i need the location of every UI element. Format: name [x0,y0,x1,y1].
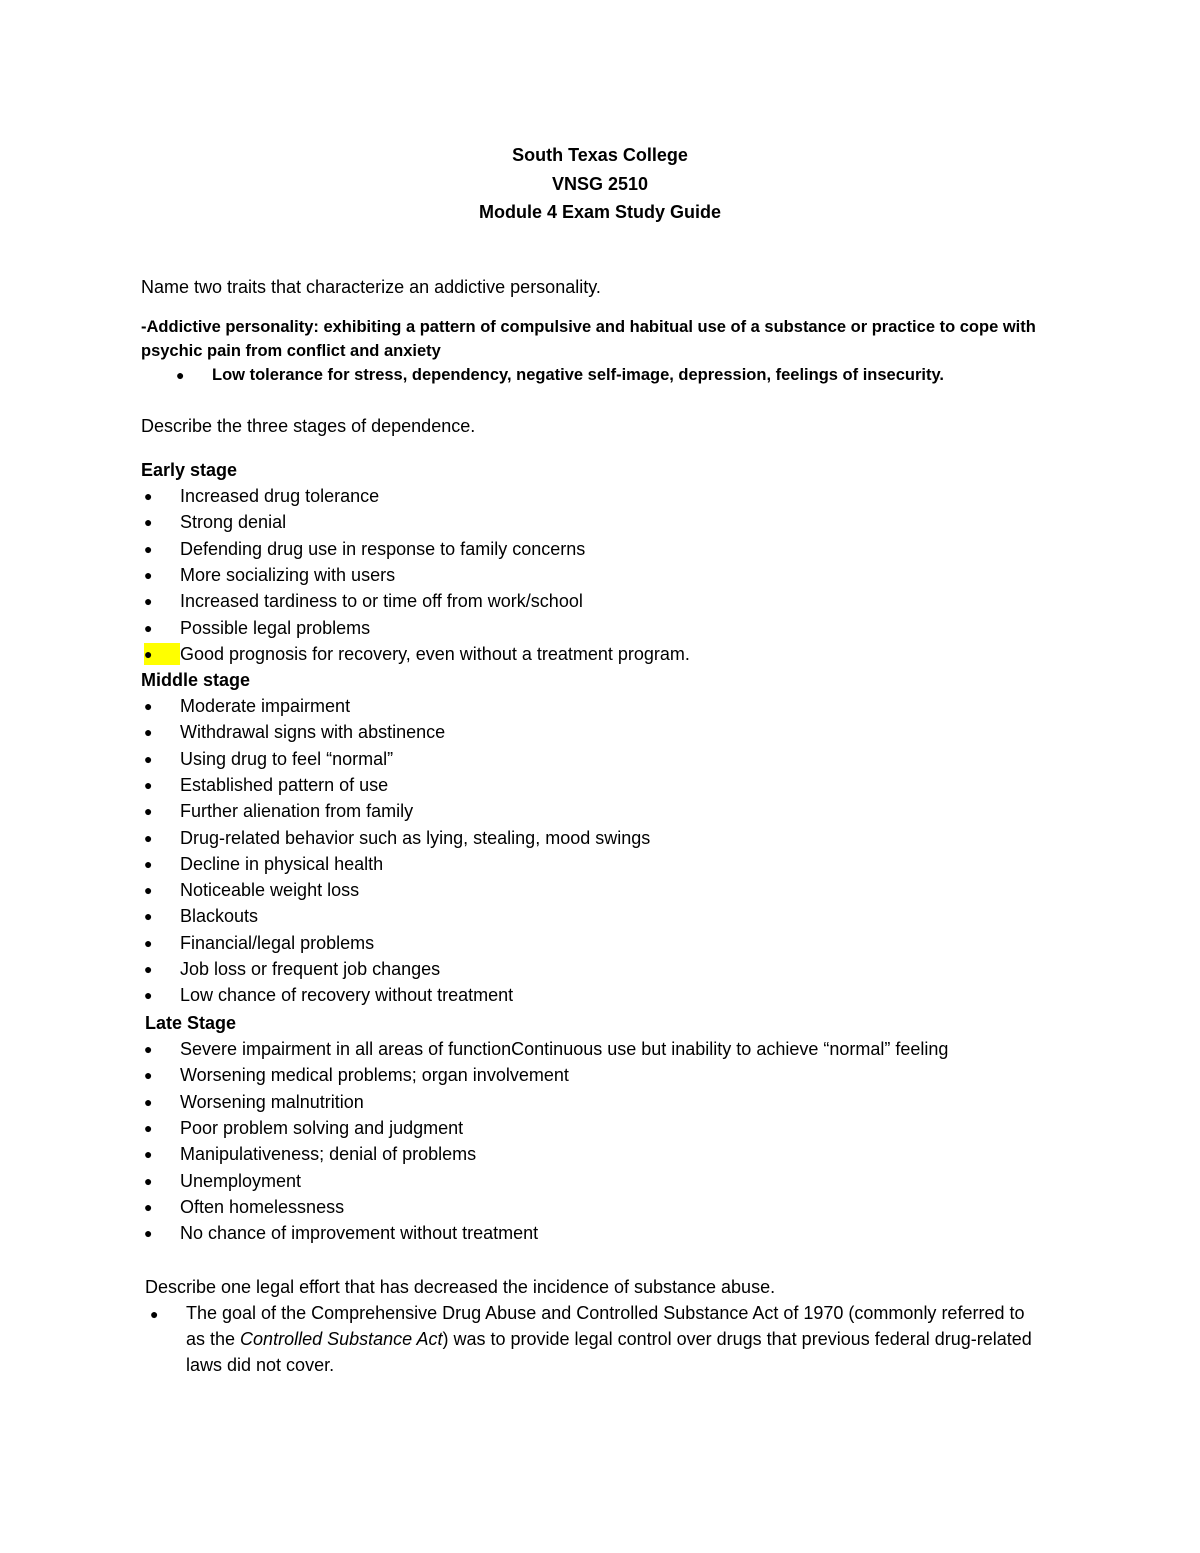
bullet-icon: ● [144,855,153,872]
list-item-text: Using drug to feel “normal” [180,748,394,769]
list-item-text: Moderate impairment [180,696,351,716]
list-item-text: Defending drug use in response to family concerns [180,538,586,559]
list-item-text: Possible legal problems [180,617,371,638]
bullet-icon: ● [144,961,153,977]
bullet-icon: ● [144,643,180,665]
list-item-text: Increased drug tolerance [180,486,380,506]
bullet-icon: ● [144,1067,153,1084]
definition-line-2: psychic pain from conflict and anxiety [141,342,441,360]
bullet-icon: ● [144,908,153,925]
bullet-icon: ● [144,1041,153,1057]
list-item-text: Strong denial [180,512,287,533]
bullet-icon: ● [144,829,153,846]
list-item-text: Decline in physical health [180,853,384,874]
header-college: South Texas College [512,145,688,165]
bullet-icon: ● [144,1146,153,1163]
list-item-text: Further alienation from family [180,801,414,822]
late-stage-title: Late Stage [145,1013,237,1033]
bullet-icon: ● [144,1198,153,1215]
header-course: VNSG 2510 [551,174,649,194]
list-item-text: Low tolerance for stress, dependency, negative self-image, depression, feelings of insecurity. [212,366,945,384]
bullet-icon: ● [144,987,153,1004]
definition-line-1: -Addictive personality: exhibiting a pattern of compulsive and habitual use of a substance or practice to cope with [141,318,1036,336]
bullet-icon: ● [144,540,153,557]
bullet-icon: ● [144,1172,153,1189]
list-item-text: Increased tardiness to or time off from work/school [180,591,583,612]
list-item-text: Manipulativeness; denial of problems [180,1144,477,1165]
question-2: Describe the three stages of dependence. [141,416,476,436]
list-item-text: Worsening malnutrition [180,1091,364,1112]
answer-text-pre: The goal of the Comprehensive Drug Abuse and Controlled Substance Act of 1970 (commonly referred to as the [186,1303,1025,1349]
bullet-icon: ● [144,776,153,793]
bullet-icon: ● [144,1225,153,1242]
list-item-text: More socializing with users [180,564,396,585]
list-item-text: Drug-related behavior such as lying, stealing, mood swings [180,827,651,848]
list-item-text: Blackouts [180,906,259,927]
bullet-icon: ● [150,1306,159,1322]
list-item-text: Job loss or frequent job changes [180,959,441,979]
bullet-icon: ● [144,1093,153,1110]
bullet-icon: ● [144,488,153,504]
answer-text-post: ) was to provide legal control over drugs that previous federal drug-related laws did not cover. [186,1329,1032,1375]
bullet-icon: ● [144,882,153,899]
bullet-icon: ● [144,619,153,636]
bullet-icon: ● [144,698,153,714]
bullet-icon: ● [144,514,153,531]
bullet-icon: ● [144,593,153,610]
list-item-text: Unemployment [180,1170,302,1191]
bullet-icon: ● [144,724,153,741]
legal-effort-answer [186,1300,1046,1378]
bullet-icon: ● [176,367,185,383]
answer-text-italic: Controlled Substance Act [240,1329,443,1349]
list-item-text: Low chance of recovery without treatment [180,985,514,1006]
bullet-icon: ● [144,803,153,820]
header-title: Module 4 Exam Study Guide [478,202,722,222]
list-item-text: Withdrawal signs with abstinence [180,722,446,743]
list-item-text: Often homelessness [180,1196,345,1217]
list-item-text: Poor problem solving and judgment [180,1117,464,1138]
list-item-text: No chance of improvement without treatment [180,1223,539,1244]
middle-stage-title: Middle stage [141,670,251,690]
list-item-text: Established pattern of use [180,774,389,795]
early-stage-title: Early stage [141,460,238,480]
list-item-text: Noticeable weight loss [180,880,360,901]
question-1: Name two traits that characterize an addictive personality. [141,277,601,297]
list-item-text: Worsening medical problems; organ involvement [180,1065,569,1086]
question-3: Describe one legal effort that has decreased the incidence of substance abuse. [145,1277,776,1297]
list-item-text: Good prognosis for recovery, even without a treatment program. [180,643,690,664]
bullet-icon: ● [144,934,153,951]
bullet-icon: ● [144,566,153,583]
bullet-icon: ● [144,1119,153,1136]
list-item-text: Financial/legal problems [180,932,375,953]
list-item-text: Severe impairment in all areas of functionContinuous use but inability to achieve “normal” feeling [180,1039,949,1059]
bullet-icon: ● [144,750,153,767]
